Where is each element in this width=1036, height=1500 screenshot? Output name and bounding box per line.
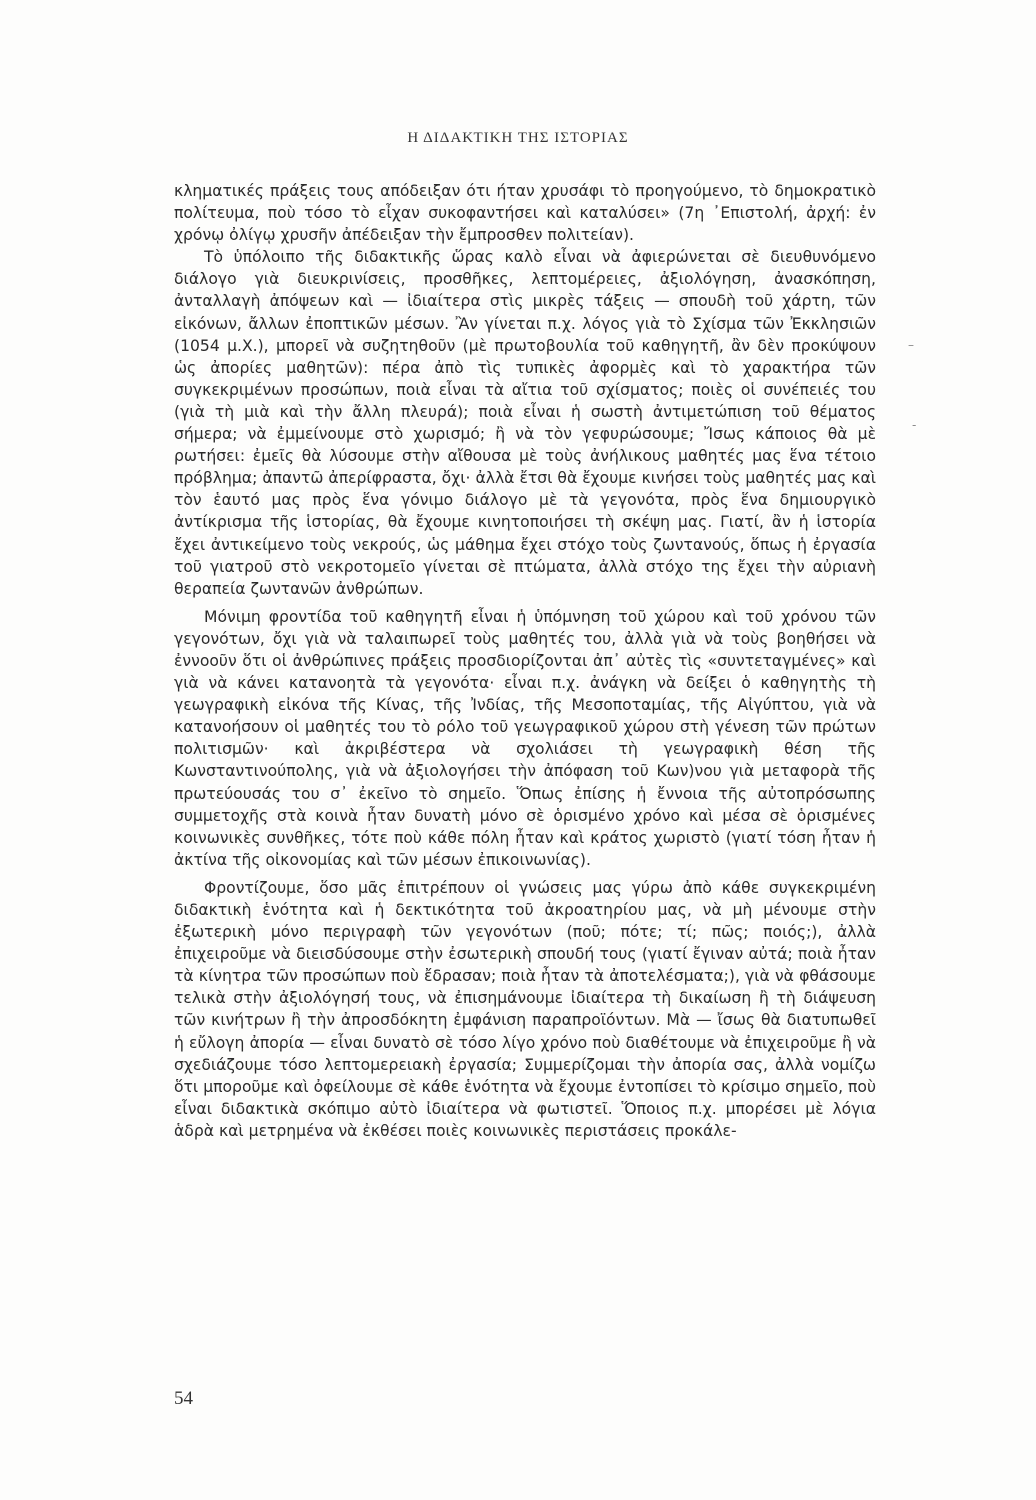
margin-mark: - xyxy=(912,418,917,432)
margin-mark: – xyxy=(908,338,914,352)
body-text xyxy=(174,180,876,1142)
paragraph-inner-study: Φροντίζουμε, ὅσο μᾶς ἐπιτρέπουν οἱ γνώσεις μας γύρω ἀπὸ κάθε συγκεκριμένη διδακτικὴ ἑνότητα καὶ ἡ δεκτικότητα τοῦ ἀκροατηρίου μας, νὰ μὴ μένουμε στὴν ἐξωτερικὴ μόνο περιγραφὴ τῶν γεγονότων (ποῦ; πότε; τί; πῶς; ποιός;), ἀλλὰ ἐπιχειροῦμε νὰ διεισδύσουμε στὴν ἐσωτερικὴ σπουδή τους (γιατί ἔγιναν αὐτά; ποιὰ ἦταν τὰ κίνητρα τῶν προσώπων ποὺ ἔδρασαν; ποιὰ ἦταν τὰ ἀποτελέσματα;), γιὰ νὰ φθάσουμε τελικὰ στὴν ἀξιολόγησή τους, νὰ ἐπισημάνουμε ἰδιαίτερα τὴ δικαίωση ἢ τὴ διάψευση τῶν κινήτρων ἢ τὴν ἀπροσδόκητη ἐμφάνιση παραπροϊόντων. Μὰ — ἴσως θὰ διατυπωθεῖ ἡ εὔλογη ἀπορία — εἶναι δυνατὸ σὲ τόσο λίγο χρόνο ποὺ διαθέτουμε νὰ ἐπιχειροῦμε ἢ νὰ σχεδιάζουμε τόσο λεπτομερειακὴ ἐργασία; Συμμερίζομαι τὴν ἀπορία σας, ἀλλὰ νομίζω ὅτι μποροῦμε καὶ ὀφείλουμε σὲ κάθε ἑνότητα νὰ ἔχουμε ἐντοπίσει τὸ κρίσιμο σημεῖο, ποὺ εἶναι διδακτικὰ σκόπιμο αὐτὸ ἰδιαίτερα νὰ φωτιστεῖ. Ὅποιος π.χ. μπορέσει μὲ λόγια ἁδρὰ καὶ μετρημένα νὰ ἐκθέσει ποιὲς κοινωνικὲς περιστάσεις προκάλε- xyxy=(174,878,876,1140)
paragraph-dialogue: Τὸ ὑπόλοιπο τῆς διδακτικῆς ὥρας καλὸ εἶναι νὰ ἀφιερώνεται σὲ διευθυνόμενο διάλογο γιὰ διευκρινίσεις, προσθῆκες, λεπτομέρειες, ἀξιολόγηση, ἀνασκόπηση, ἀνταλλαγὴ ἀπόψεων καὶ — ἰδιαίτερα στὶς μικρὲς τάξεις — σπουδὴ τοῦ χάρτη, τῶν εἰκόνων, ἄλλων ἐποπτικῶν μέσων. Ἂν γίνεται π.χ. λόγος γιὰ τὸ Σχίσμα τῶν Ἐκκλησιῶν (1054 μ.Χ.), μπορεῖ νὰ συζητηθοῦν (μὲ πρωτοβουλία τοῦ καθηγητῆ, ἂν δὲν προκύψουν ὡς ἀπορίες μαθητῶν): πέρα ἀπὸ τὶς τυπικὲς ἀφορμὲς καὶ τὸ χαρακτήρα τῶν συγκεκριμένων προσώπων, ποιὰ εἶναι τὰ αἴτια τοῦ σχίσματος; ποιὲς οἱ συνέπειές του (γιὰ τὴ μιὰ καὶ τὴν ἄλλη πλευρά); ποιὰ εἶναι ἡ σωστὴ ἀντιμετώπιση τοῦ θέματος σήμερα; νὰ ἐμμείνουμε στὸ χωρισμό; ἢ νὰ τὸν γεφυρώσουμε; Ἴσως κάποιος θὰ μὲ ρωτήσει: ἐμεῖς θὰ λύσουμε στὴν αἴθουσα μὲ τοὺς ἀνήλικους μαθητές μας ἕνα τέτοιο πρόβλημα; ἀπαντῶ ἀπερίφραστα, ὄχι· ἀλλὰ ἔτσι θὰ ἔχουμε κινήσει τοὺς μαθητές μας καὶ τὸν ἑαυτό μας πρὸς ἕνα γόνιμο διάλογο μὲ τὰ γεγονότα, πρὸς ἕνα δημιουργικὸ ἀντίκρισμα τῆς ἱστορίας, θὰ ἔχουμε κινητοποιήσει τὴ σκέψη μας. Γιατί, ἂν ἡ ἱστορία ἔχει ἀντικείμενο τοὺς νεκρούς, ὡς μάθημα ἔχει στόχο τοὺς ζωντανούς, ὅπως ἡ ἐργασία τοῦ γιατροῦ στὸ νεκροτομεῖο γίνεται σὲ πτώματα, ἀλλὰ στόχο της ἔχει τὴν αὐριανὴ θεραπεία ζωντανῶν ἀνθρώπων. xyxy=(174,248,876,598)
page-number: 54 xyxy=(174,1388,193,1409)
running-title: Η ΔΙΔΑΚΤΙΚΗ ΤΗΣ ΙΣΤΟΡΙΑΣ xyxy=(407,130,629,146)
paragraph-space-time: Μόνιμη φροντίδα τοῦ καθηγητῆ εἶναι ἡ ὑπόμνηση τοῦ χώρου καὶ τοῦ χρόνου τῶν γεγονότων, ὄχι γιὰ νὰ ταλαιπωρεῖ τοὺς μαθητές του, ἀλλὰ γιὰ νὰ τοὺς βοηθήσει νὰ ἐννοοῦν ὅτι οἱ ἀνθρώπινες πράξεις προσδιορίζονται ἀπ᾿ αὐτὲς τὶς «συντεταγμένες» καὶ γιὰ νὰ κάνει κατανοητὰ τὰ γεγονότα· εἶναι π.χ. ἀνάγκη νὰ δείξει ὁ καθηγητὴς τὴ γεωγραφικὴ εἰκόνα τῆς Κίνας, τῆς Ἰνδίας, τῆς Μεσοποταμίας, τῆς Αἰγύπτου, γιὰ νὰ κατανοήσουν οἱ μαθητές του τὸ ρόλο τοῦ γεωγραφικοῦ χώρου στὴ γένεση τῶν πρώτων πολιτισμῶν· καὶ ἀκριβέστερα νὰ σχολιάσει τὴ γεωγραφικὴ θέση τῆς Κωνσταντινούπολης, γιὰ νὰ ἀξιολογήσει τὴν ἀπόφαση τοῦ Κων)νου γιὰ μεταφορὰ τῆς πρωτεύουσάς του σ᾿ ἐκεῖνο τὸ σημεῖο. Ὅπως ἐπίσης ἡ ἔννοια τῆς αὐτοπρόσωπης συμμετοχῆς στὰ κοινὰ ἦταν δυνατὴ μόνο σὲ ὁρισμένο χρόνο καὶ μέσα σὲ ὁρισμένες κοινωνικὲς συνθῆκες, τότε ποὺ κάθε πόλη ἦταν καὶ κράτος χωριστὸ (γιατί τόση ἦταν ἡ ἀκτίνα τῆς οἰκονομίας καὶ τῶν μέσων ἐπικοινωνίας). xyxy=(174,607,876,869)
paragraph-continuation: κληματικές πράξεις τους απόδειξαν ότι ήταν χρυσάφι τὸ προηγούμενο, τὸ δημοκρατικὸ πολίτευμα, ποὺ τόσο τὸ εἶχαν συκοφαντήσει καὶ καταλύσει» (7η ᾿Επιστολή, ἀρχή: ἐν χρόνῳ ὀλίγῳ χρυσῆν ἀπέδειξαν τὴν ἔμπροσθεν πολιτείαν). xyxy=(174,182,876,245)
